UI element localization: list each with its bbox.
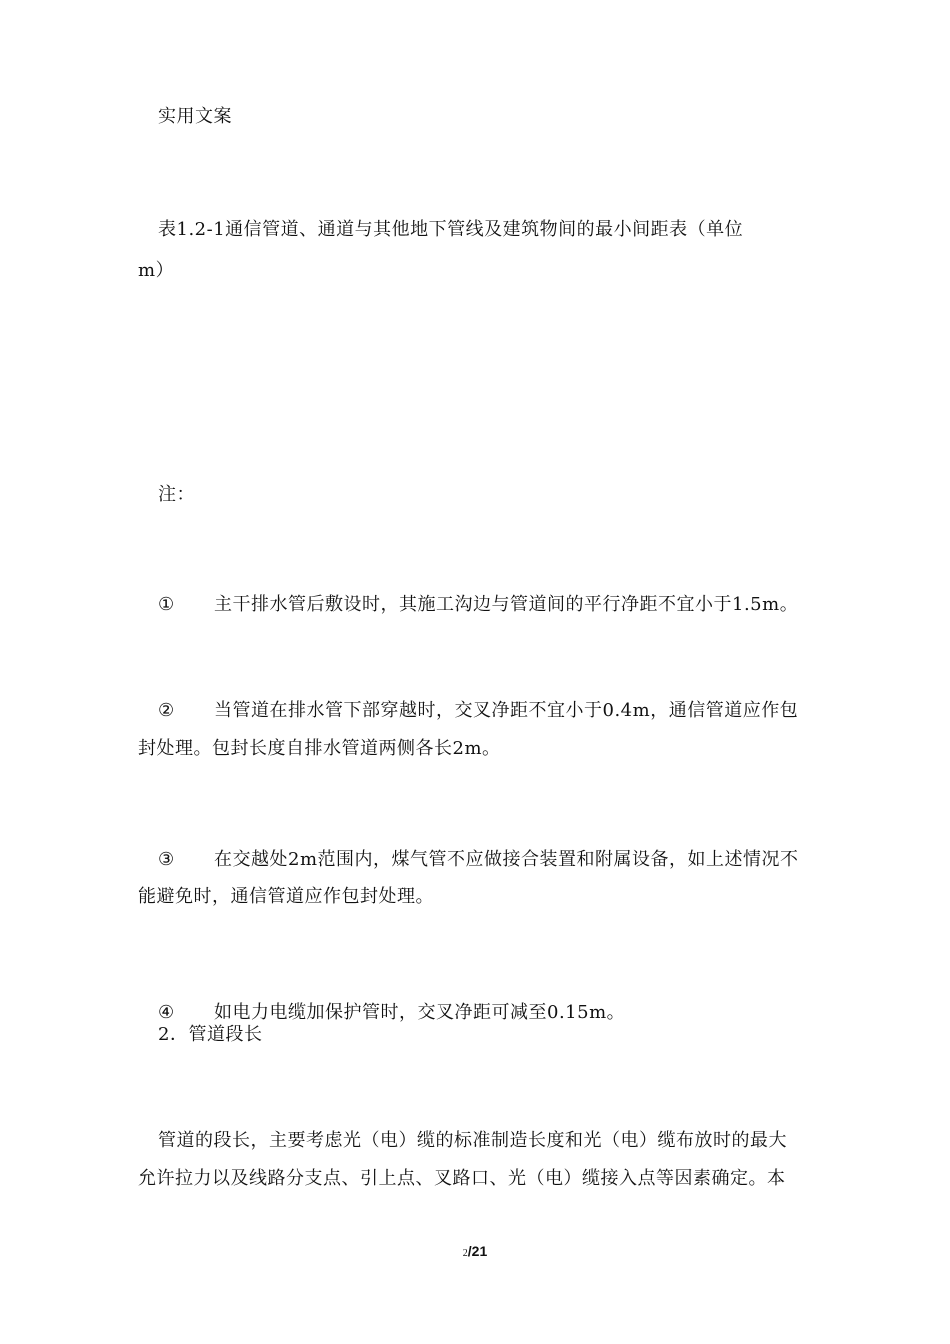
note-3-line-2: 能避免时，通信管道应作包封处理。 (138, 886, 434, 907)
note-2-marker: ② (158, 700, 175, 721)
section-paragraph-line-2: 允许拉力以及线路分支点、引上点、叉路口、光（电）缆接入点等因素确定。本 (138, 1168, 786, 1189)
page-number (0, 1243, 950, 1259)
table-caption-line-2: m） (138, 260, 175, 281)
table-caption-line-1: 表1.2-1通信管道、通道与其他地下管线及建筑物间的最小间距表（单位 (158, 219, 744, 240)
section-heading: 2．管道段长 (158, 1024, 263, 1045)
page-separator: / (467, 1243, 472, 1259)
note-3-line-1: 在交越处2m范围内，煤气管不应做接合装置和附属设备，如上述情况不 (214, 849, 799, 870)
header-label: 实用文案 (158, 106, 232, 127)
note-3-marker: ③ (158, 849, 175, 870)
note-1-line-1: 主干排水管后敷设时，其施工沟边与管道间的平行净距不宜小于1.5m。 (214, 594, 799, 615)
note-2-line-1: 当管道在排水管下部穿越时，交叉净距不宜小于0.4m，通信管道应作包 (214, 700, 799, 721)
note-1-marker: ① (158, 594, 175, 615)
note-2-line-2: 封处理。包封长度自排水管道两侧各长2m。 (138, 738, 501, 759)
page-total: 21 (471, 1243, 488, 1259)
section-paragraph-line-1: 管道的段长，主要考虑光（电）缆的标准制造长度和光（电）缆布放时的最大 (158, 1130, 787, 1151)
notes-heading: 注： (158, 484, 195, 505)
page-current: 2 (462, 1248, 468, 1259)
note-4-marker: ④ (158, 1002, 175, 1023)
note-4-line-1: 如电力电缆加保护管时，交叉净距可减至0.15m。 (214, 1002, 626, 1023)
